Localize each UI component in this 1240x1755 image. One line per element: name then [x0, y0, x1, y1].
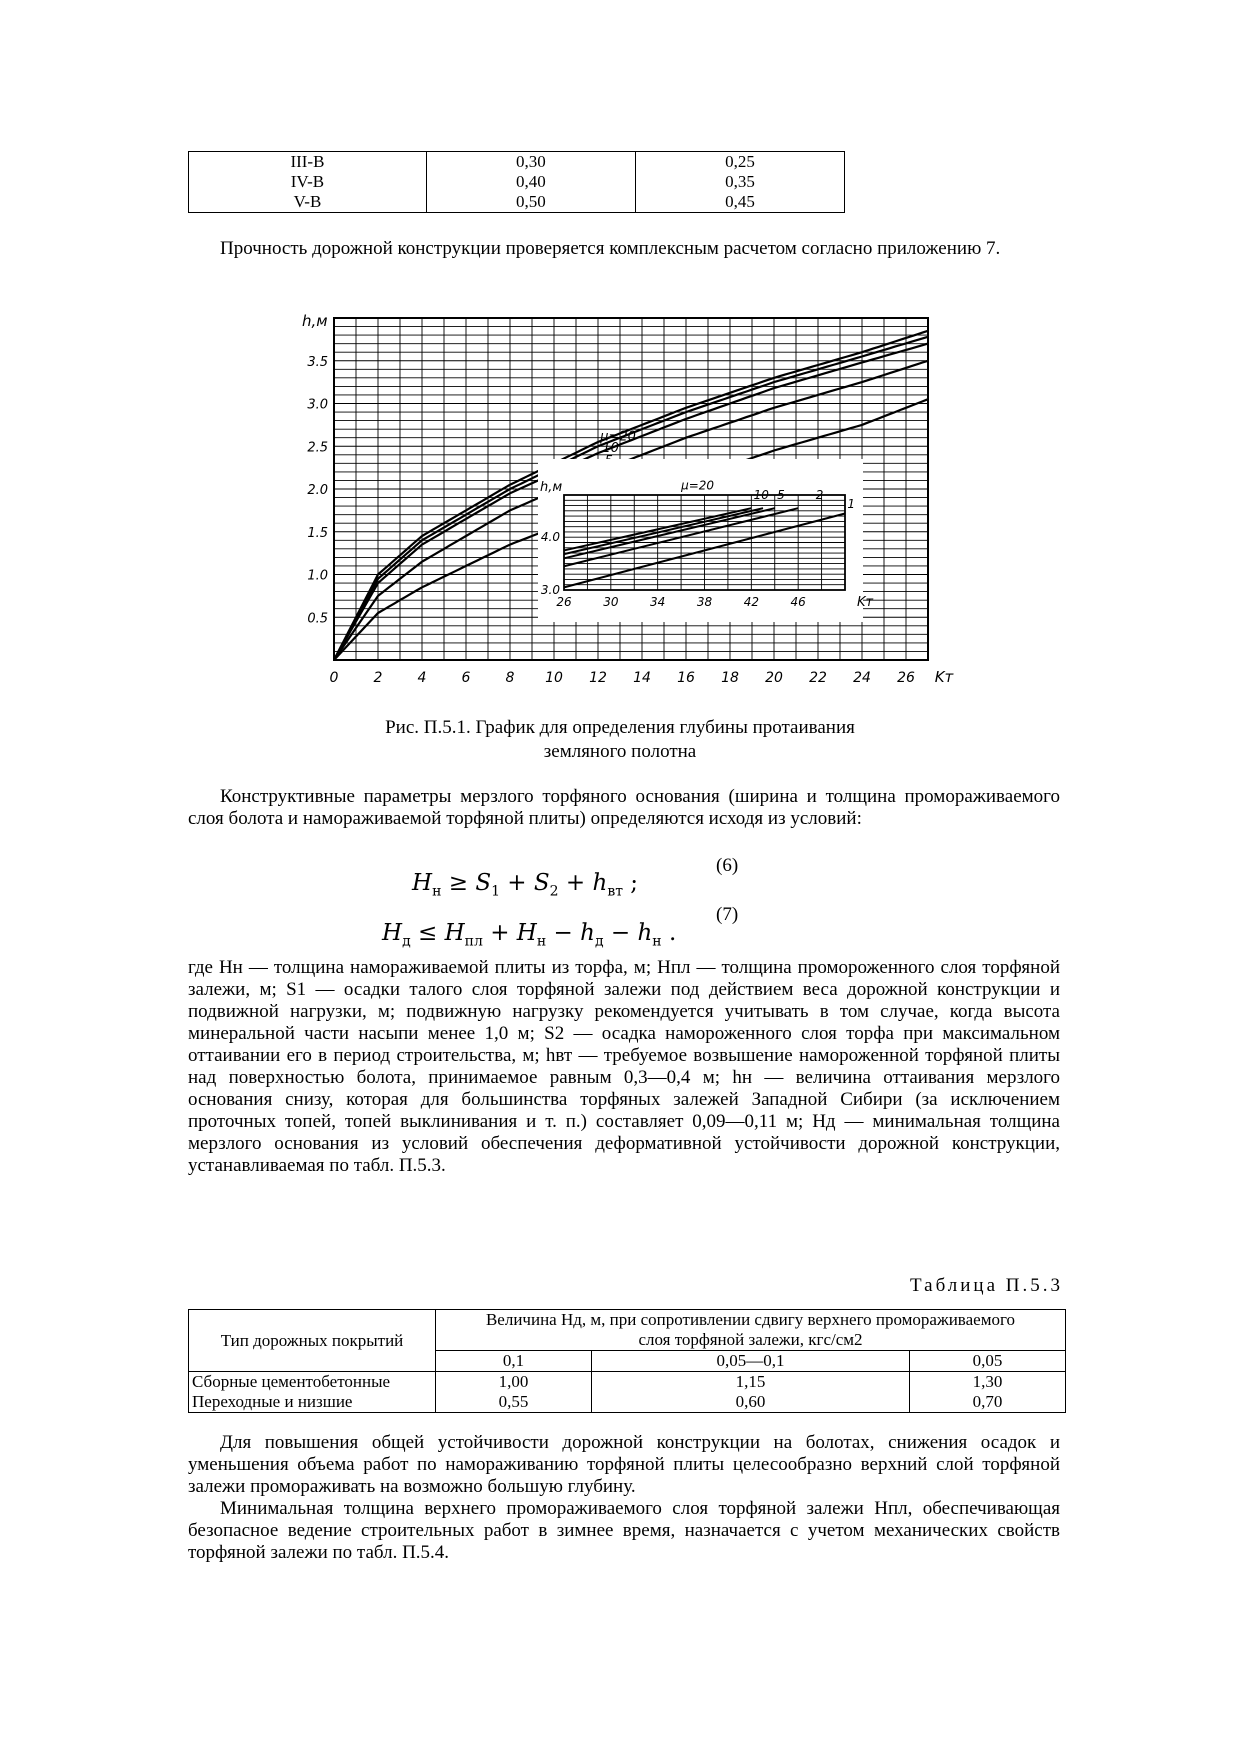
equation-7-number: (7)	[716, 904, 739, 925]
table-cell: 1,15	[591, 1372, 909, 1393]
y-tick-label: 3.0	[307, 397, 328, 413]
table-cell: 0,70	[910, 1392, 1066, 1413]
top-table-cell: 0,25	[635, 152, 844, 173]
y-axis-label: h,м	[302, 312, 328, 330]
caption-line-1: Рис. П.5.1. График для определения глубины протаивания	[385, 717, 855, 738]
top-table-cell: IV-B	[189, 172, 427, 192]
top-table-cell: 0,40	[426, 172, 635, 192]
table-header-value-line-2: слоя торфяной залежи, кгс/см2	[638, 1330, 863, 1349]
top-table-row	[189, 192, 845, 213]
table-p53	[188, 1309, 1066, 1413]
table-cell: 0,55	[436, 1392, 592, 1413]
top-table-row	[189, 172, 845, 192]
y-tick-label: 0.5	[307, 611, 328, 627]
table-subheader-cell: 0,05—0,1	[591, 1351, 909, 1372]
inset-x-tick-label: 30	[603, 595, 619, 609]
inset-x-tick-label: 26	[556, 595, 572, 609]
figure-caption	[260, 716, 980, 764]
top-table-cell: 0,35	[635, 172, 844, 192]
x-tick-label: 2	[373, 670, 383, 686]
inset-series-label: 1	[847, 497, 855, 512]
y-tick-label: 2.5	[307, 440, 328, 456]
inset-y-tick-label: 3.0	[540, 583, 560, 597]
inset-x-axis-label: Kт	[857, 595, 874, 610]
table-cell: 0,60	[591, 1392, 909, 1413]
inset-y-tick-label: 4.0	[540, 530, 560, 545]
inset-series-label: 2	[815, 488, 824, 503]
x-tick-label: 20	[765, 670, 783, 686]
table-row	[189, 1392, 1066, 1413]
equation-7: $H_д \le H_{пл} + H_н - h_д - h_н$ .	[382, 920, 677, 950]
x-tick-label: 14	[633, 670, 651, 686]
y-tick-label: 1.0	[307, 568, 328, 584]
table-caption: Таблица П.5.3	[910, 1275, 1063, 1296]
thaw-depth-chart	[290, 300, 960, 695]
caption-line-2: земляного полотна	[543, 741, 697, 762]
table-row-label: Сборные цементобетонные	[189, 1372, 436, 1393]
x-tick-label: 22	[809, 670, 827, 686]
paragraph-parameters: Конструктивные параметры мерзлого торфяного основания (ширина и толщина промораживаемого слоя болота и намораживаемой торфяной плиты) определяются исходя из условий:	[188, 786, 1060, 829]
table-row-label: Переходные и низшие	[189, 1392, 436, 1413]
table-subheader-cell: 0,1	[436, 1351, 592, 1372]
paragraph-strength: Прочность дорожной конструкции проверяется комплексным расчетом согласно приложению 7.	[220, 238, 1001, 259]
top-table-row	[189, 152, 845, 173]
inset-x-tick-label: 34	[650, 595, 666, 609]
inset-series-label: 10	[753, 488, 769, 503]
top-table-cell: 0,45	[635, 192, 844, 213]
y-tick-label: 1.5	[307, 525, 328, 541]
table-cell: 1,30	[910, 1372, 1066, 1393]
top-table	[188, 151, 845, 213]
table-header-type: Тип дорожных покрытий	[189, 1310, 436, 1372]
series-label: 10	[602, 441, 619, 457]
y-tick-label: 3.5	[307, 354, 328, 370]
paragraph-stability: Для повышения общей устойчивости дорожной конструкции на болотах, снижения осадок и уменьшения объема работ по намораживанию торфяной плиты целесообразно верхний слой торфяной залежи промораживать на возможно большую глубину.	[188, 1432, 1060, 1497]
inset-x-tick-label: 46	[790, 595, 806, 609]
x-tick-label: 16	[677, 670, 695, 686]
top-table-cell: III-B	[189, 152, 427, 173]
x-tick-label: 0	[329, 670, 339, 686]
x-tick-label: 8	[505, 670, 515, 686]
inset-series-label: μ=20	[681, 478, 715, 493]
x-axis-label: Kт	[934, 668, 954, 686]
x-tick-label: 18	[721, 670, 739, 686]
inset-x-tick-label: 42	[743, 595, 759, 609]
x-tick-label: 24	[853, 670, 871, 686]
x-tick-label: 12	[589, 670, 607, 686]
top-table-cell: V-B	[189, 192, 427, 213]
table-header-value-line-1: Величина Hд, м, при сопротивлении сдвигу верхнего промораживаемого	[485, 1310, 1016, 1329]
inset-y-axis-label: h,м	[540, 480, 563, 495]
paragraph-min-thickness: Минимальная толщина верхнего промораживаемого слоя торфяной залежи Hпл, обеспечивающая безопасное ведение строительных работ в зимнее время, назначается с учетом механических свойств торфяной залежи по табл. П.5.4.	[188, 1498, 1060, 1563]
inset-x-tick-label: 38	[696, 595, 713, 609]
table-header-value	[436, 1310, 1066, 1351]
top-table-cell: 0,50	[426, 192, 635, 213]
series-label: μ=20	[600, 429, 636, 445]
paragraph-definitions: где Hн — толщина намораживаемой плиты из торфа, м; Hпл — толщина промороженного слоя торфяной залежи, м; S1 — осадки талого слоя торфяной залежи под действием веса дорожной конструкции и подвижной нагрузки, м; подвижную нагрузку рекомендуется учитывать в том случае, когда высота минеральной части насыпи менее 1,0 м; S2 — осадка намороженного слоя торфа при максимальном оттаивании его в период строительства, м; hвт — требуемое возвышение намороженной торфяной плиты над поверхностью болота, принимаемое равным 0,3—0,4 м; hн — величина оттаивания мерзлого основания снизу, которая для большинства торфяных залежей Западной Сибири (за исключением проточных топей, топей выклинивания и т. п.) составляет 0,09—0,11 м; Hд — минимальная толщина мерзлого основания из условий обеспечения деформативной устойчивости дорожной конструкции, устанавливаемая по табл. П.5.3.	[188, 957, 1060, 1176]
table-row	[189, 1372, 1066, 1393]
inset-series-label: 5	[777, 488, 785, 503]
x-tick-label: 4	[417, 670, 427, 686]
equation-6: $H_н \ge S_1 + S_2 + h_{вт}$ ;	[412, 870, 639, 900]
table-subheader-cell: 0,05	[910, 1351, 1066, 1372]
x-tick-label: 10	[545, 670, 563, 686]
x-tick-label: 26	[897, 670, 915, 686]
y-tick-label: 2.0	[307, 483, 328, 498]
table-cell: 1,00	[436, 1372, 592, 1393]
top-table-cell: 0,30	[426, 152, 635, 173]
x-tick-label: 6	[461, 670, 471, 686]
equation-6-number: (6)	[716, 855, 739, 876]
